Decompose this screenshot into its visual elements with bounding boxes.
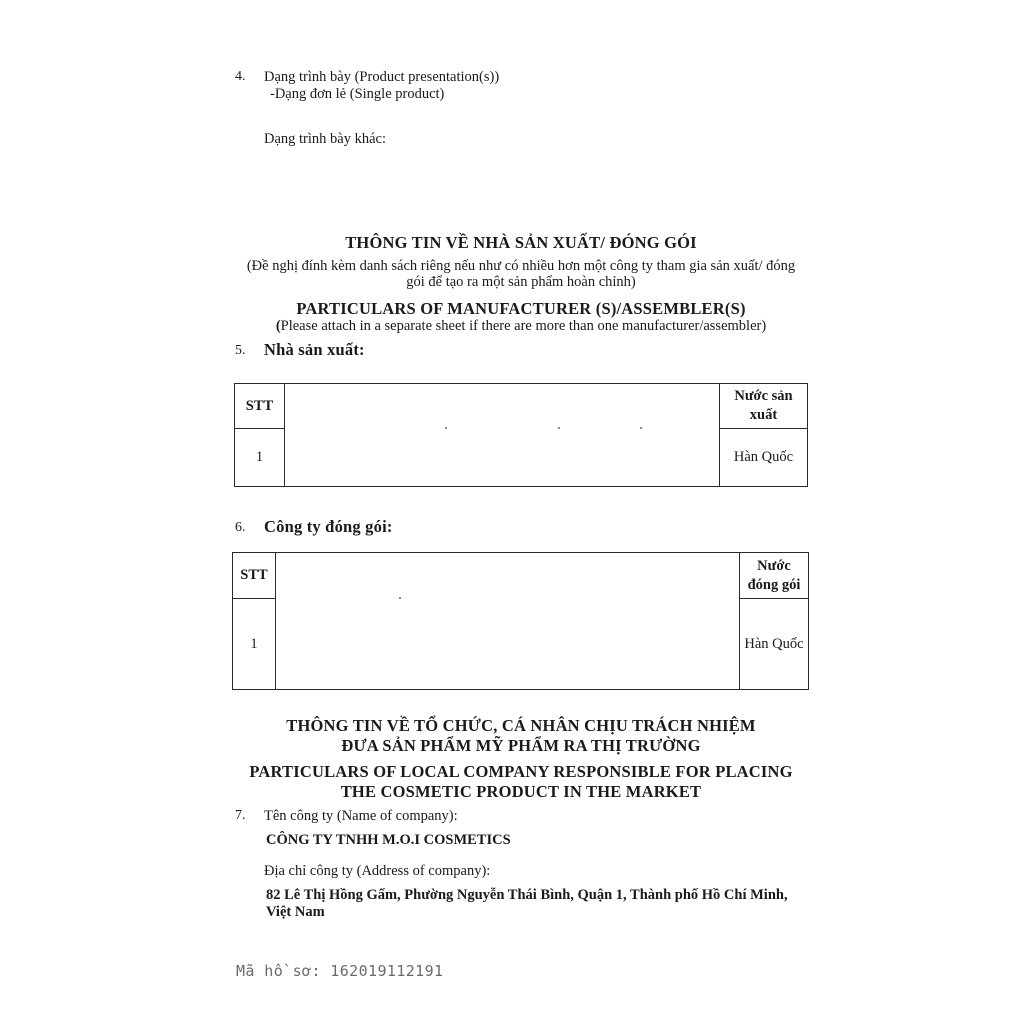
manufacturer-note-en: [214, 318, 828, 335]
company-name-label: Tên công ty (Name of company):: [264, 808, 458, 824]
manufacturer-title-vi: THÔNG TIN VỀ NHÀ SẢN XUẤT/ ĐÓNG GÓI: [345, 233, 697, 252]
manufacturer-title-en: PARTICULARS OF MANUFACTURER (S)/ASSEMBLER(S): [296, 299, 746, 318]
scan-dot: [558, 427, 560, 429]
section4-number: 4.: [235, 69, 246, 84]
packager-table: [232, 552, 809, 690]
company-name-value: CÔNG TY TNHH M.O.I COSMETICS: [266, 832, 511, 848]
responsible-title-vi-line1: THÔNG TIN VỀ TỔ CHỨC, CÁ NHÂN CHỊU TRÁCH NHIỆM: [286, 716, 756, 735]
manufacturer-table-header-stt: STT: [235, 384, 285, 429]
packager-country-header-line2: đóng gói: [747, 576, 801, 593]
manufacturer-table-row-country: Hàn Quốc: [720, 429, 808, 487]
manufacturer-table-header-country: [720, 384, 808, 429]
company-address-label: Địa chỉ công ty (Address of company):: [264, 863, 491, 879]
responsible-title-en-line1: PARTICULARS OF LOCAL COMPANY RESPONSIBLE FOR PLACING: [249, 762, 793, 781]
manufacturer-table-row-stt: 1: [235, 429, 285, 487]
packager-table-row-stt: 1: [233, 599, 276, 690]
section5-number: 5.: [235, 343, 246, 358]
manufacturer-table-name-cell: [285, 384, 720, 487]
manufacturer-country-header-line1: Nước sản: [734, 388, 793, 404]
packager-table-header-country: [740, 553, 809, 599]
manufacturer-country-header-line2: xuất: [749, 407, 778, 423]
section4-option: -Dạng đơn lẻ (Single product): [270, 86, 445, 102]
section5-label: Nhà sản xuất:: [264, 340, 365, 359]
section4-other: Dạng trình bày khác:: [264, 131, 387, 147]
packager-table-header-stt: STT: [233, 553, 276, 599]
section6-label: Công ty đóng gói:: [264, 517, 393, 536]
responsible-title-vi-line2: ĐƯA SẢN PHẨM MỸ PHẨM RA THỊ TRƯỜNG: [341, 736, 701, 755]
section7-number: 7.: [235, 808, 246, 823]
scan-dot: [445, 427, 447, 429]
packager-table-name-cell: [276, 553, 740, 690]
company-address-line1: 82 Lê Thị Hồng Gấm, Phường Nguyễn Thái Bình, Quận 1, Thành phố Hồ Chí Minh,: [266, 887, 788, 903]
file-code: Mã hồ sơ: 162019112191: [236, 962, 444, 980]
manufacturer-note-vi-line2: gói để tạo ra một sản phẩm hoàn chỉnh): [406, 274, 636, 290]
manufacturer-note-vi-line1: (Đề nghị đính kèm danh sách riêng nếu như có nhiều hơn một công ty tham gia sản xuất/ đóng: [246, 258, 796, 274]
section4-label: Dạng trình bày (Product presentation(s)): [264, 69, 500, 85]
scan-dot: [640, 427, 642, 429]
manufacturer-note-en-paren: (: [275, 318, 281, 334]
responsible-title-en-line2: THE COSMETIC PRODUCT IN THE MARKET: [340, 782, 702, 801]
section6-number: 6.: [235, 520, 246, 535]
manufacturer-note-en-text: Please attach in a separate sheet if there are more than one manufacturer/assembler): [280, 318, 767, 334]
manufacturer-table: [234, 383, 808, 487]
packager-table-row-country: Hàn Quốc: [740, 599, 809, 690]
scan-dot: [399, 597, 401, 599]
company-address-line2: Việt Nam: [266, 904, 325, 920]
packager-country-header-line1: Nước: [757, 557, 791, 574]
